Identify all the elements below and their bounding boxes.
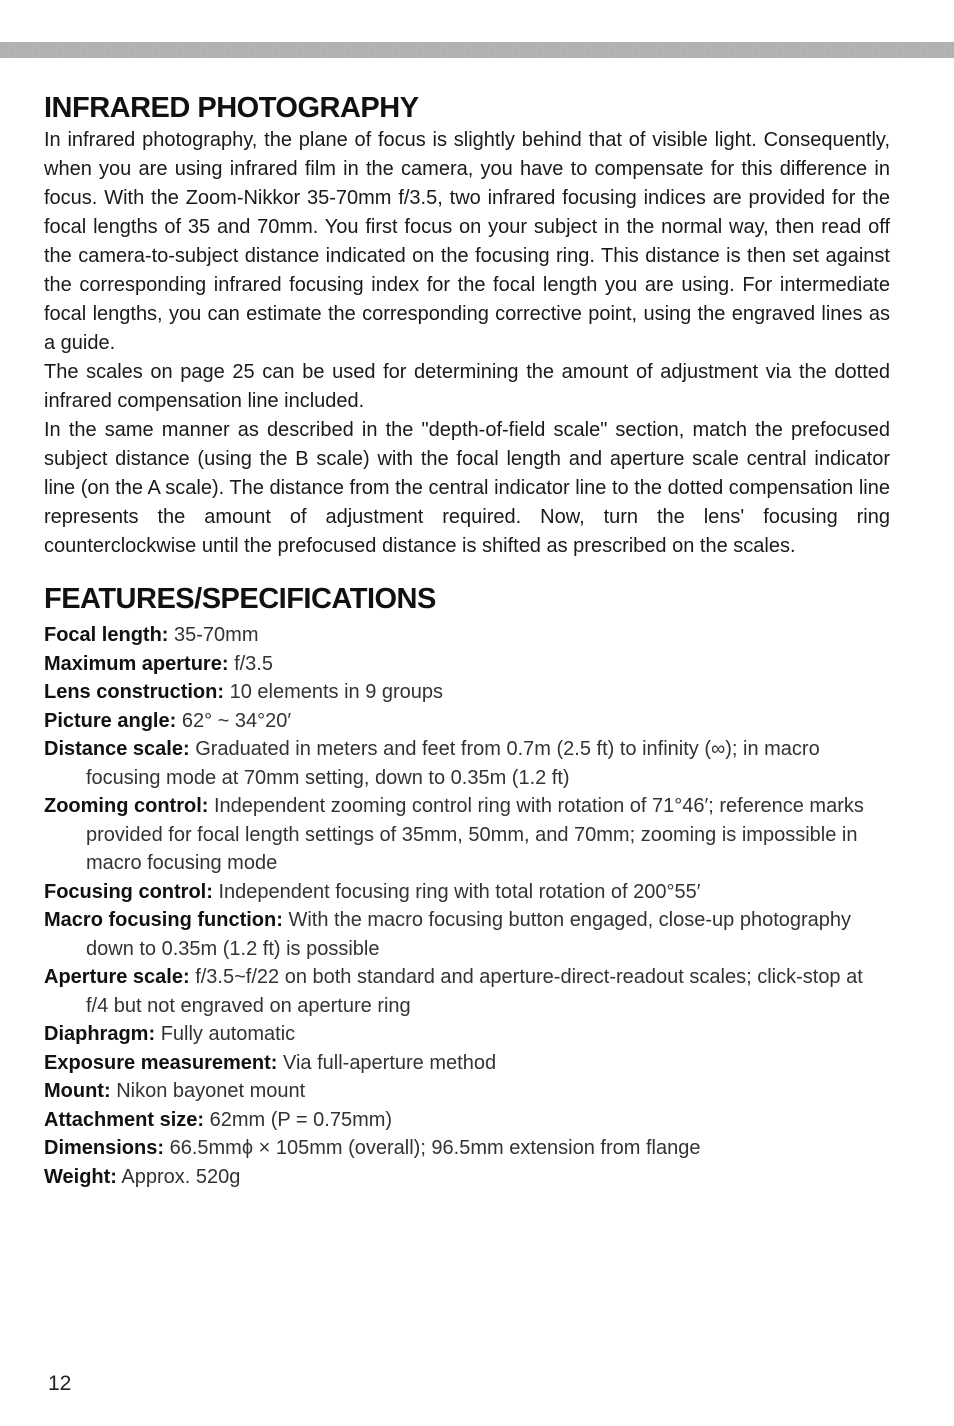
spec-value: 66.5mmϕ × 105mm (overall); 96.5mm extension from flange — [169, 1137, 701, 1159]
spec-value: Independent focusing ring with total rotation of 200°55′ — [218, 880, 701, 903]
infrared-paragraph-1: In infrared photography, the plane of focus is slightly behind that of visible light. Consequently, when you are using infrared film in the camera, you have to compensate for this difference in focus. With the Zoom-Nikkor 35-70mm f/3.5, two infrared focusing indices are provided for the focal lengths of 35 and 70mm. You first focus on your subject in the normal way, then read off the camera-to-subject distance indicated on the focusing ring. This distance is then set against the corresponding infrared focusing index for the focal length you are using. For intermediate focal lengths, you can estimate the corresponding corrective point, using the engraved lines as a guide. — [44, 129, 890, 354]
specifications-section-title: FEATURES/SPECIFICATIONS — [44, 583, 436, 615]
spec-diaphragm — [44, 1020, 890, 1049]
specifications-list — [44, 621, 890, 1191]
infrared-paragraph-3: In the same manner as described in the "depth-of-field scale" section, match the prefocused subject distance (using the B scale) with the focal length and aperture scale central indicator line (on the A scale). The distance from the central indicator line to the dotted compensation line represents the amount of adjustment required. Now, turn the lens' focusing ring counterclockwise until the prefocused distance is shifted as prescribed on the scales. — [44, 419, 890, 557]
spec-value: Nikon bayonet mount — [116, 1080, 306, 1102]
spec-lens-construction — [44, 678, 890, 707]
infrared-paragraph-2: The scales on page 25 can be used for determining the amount of adjustment via the dotted infrared compensation line included. — [44, 361, 890, 412]
spec-value: 10 elements in 9 groups — [229, 681, 444, 703]
spec-label: Exposure measurement: — [44, 1051, 278, 1074]
spec-label: Mount: — [44, 1080, 111, 1102]
spec-exposure-measurement — [44, 1049, 890, 1078]
spec-label: Diaphragm: — [44, 1023, 156, 1045]
spec-aperture-scale — [44, 963, 890, 1020]
spec-value: Approx. 520g — [121, 1165, 241, 1188]
spec-value: f/3.5~f/22 on both standard and aperture-direct-readout scales; click-stop at f/4 but not engraved on aperture ring — [86, 966, 863, 1017]
spec-weight — [44, 1163, 890, 1192]
spec-label: Attachment size: — [44, 1108, 205, 1131]
spec-label: Picture angle: — [44, 709, 177, 732]
spec-value: Independent zooming control ring with rotation of 71°46′; reference marks provided for focal length settings of 35mm, 50mm, and 70mm; zooming is impossible in macro focusing mode — [86, 795, 864, 874]
spec-label: Lens construction: — [44, 681, 225, 703]
spec-zooming-control — [44, 792, 890, 878]
spec-picture-angle — [44, 707, 890, 736]
spec-focusing-control — [44, 878, 890, 907]
spec-mount — [44, 1077, 890, 1106]
spec-label: Distance scale: — [44, 738, 190, 760]
spec-value: 35-70mm — [174, 624, 259, 646]
spec-label: Dimensions: — [44, 1137, 165, 1159]
spec-value: Graduated in meters and feet from 0.7m (2.5 ft) to infinity (∞); in macro focusing mode at 70mm setting, down to 0.35m (1.2 ft) — [86, 738, 820, 789]
spec-value: Fully automatic — [160, 1023, 296, 1045]
top-decorative-band — [0, 42, 954, 58]
spec-distance-scale — [44, 735, 890, 792]
spec-value: Via full-aperture method — [282, 1051, 497, 1074]
spec-attachment-size — [44, 1106, 890, 1135]
infrared-section-body — [44, 126, 890, 561]
spec-label: Macro focusing function: — [44, 909, 283, 931]
spec-value: 62° ~ 34°20′ — [181, 709, 292, 732]
spec-dimensions — [44, 1134, 890, 1163]
spec-macro-focusing-function — [44, 906, 890, 963]
spec-label: Weight: — [44, 1165, 117, 1188]
spec-label: Focusing control: — [44, 880, 213, 903]
spec-maximum-aperture — [44, 650, 890, 679]
spec-focal-length — [44, 621, 890, 650]
page-content — [44, 90, 890, 1191]
spec-value: With the macro focusing button engaged, close-up photography down to 0.35m (1.2 ft) is possible — [86, 909, 852, 960]
spec-value: f/3.5 — [234, 652, 273, 675]
spec-label: Maximum aperture: — [44, 652, 229, 675]
infrared-section-title: INFRARED PHOTOGRAPHY — [44, 92, 419, 124]
spec-label: Zooming control: — [44, 795, 209, 817]
page-number: 12 — [48, 1372, 72, 1395]
spec-label: Aperture scale: — [44, 966, 190, 988]
spec-value: 62mm (P = 0.75mm) — [209, 1108, 393, 1131]
spec-label: Focal length: — [44, 624, 169, 646]
